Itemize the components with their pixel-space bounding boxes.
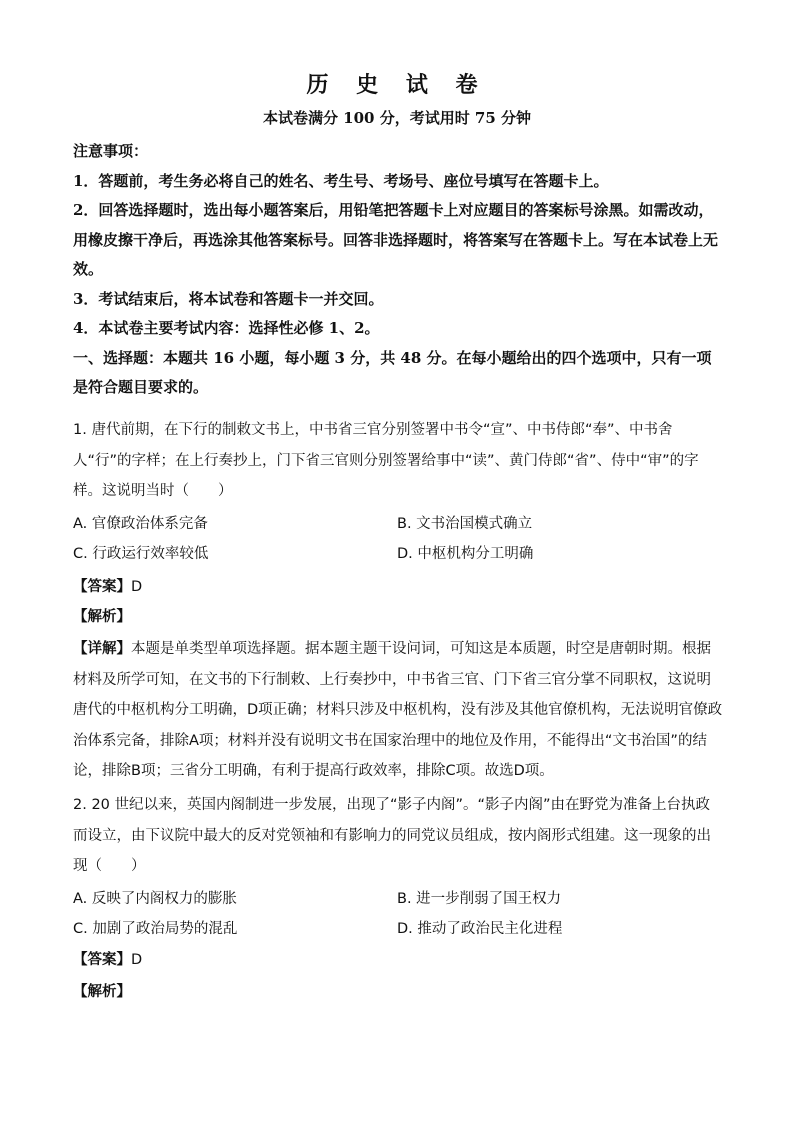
question-1-detail: [73, 634, 723, 787]
answer-tag: 【答案】: [73, 952, 131, 968]
question-2-stem: [73, 790, 723, 882]
answer-tag: 【答案】: [73, 579, 131, 595]
question-stem: 1. 唐代前期，在下行的制敕文书上，中书省三官分别签署中书令“宣”、中书侍郎“奉”、中书舍人“行”的字样；在上行奏抄上，门下省三官则分别签署给事中“读”、黄门侍郎“省”、侍中“审”的字样。这说明当时（ ）: [73, 422, 699, 499]
notice-item-4: 4．本试卷主要考试内容：选择性必修 1、2。: [73, 319, 380, 337]
notice-item-1: 1．答题前，考生务必将自己的姓名、考生号、考场号、座位号填写在答题卡上。: [73, 171, 609, 190]
option-a: A. 反映了内阁权力的膨胀: [73, 891, 237, 907]
question-2-options: [73, 884, 723, 944]
question-1-answer: [73, 575, 142, 599]
option-d: D. 中枢机构分工明确: [397, 546, 534, 562]
question-1-options: [73, 509, 723, 569]
option-c: C. 行政运行效率较低: [73, 546, 209, 562]
notice-item-2: 2．回答选择题时，选出每小题答案后，用铅笔把答题卡上对应题目的答案标号涂黑。如需改动，用橡皮擦干净后，再选涂其他答案标号。回答非选择题时，将答案写在答题卡上。写在本试卷上无效。: [73, 201, 719, 278]
section-heading: 一、选择题：本题共 16 小题，每小题 3 分，共 48 分。在每小题给出的四个选项中，只有一项是符合题目要求的。: [73, 348, 712, 396]
detail-body: 本题是单类型单项选择题。据本题主题干设问词，可知这是本质题，时空是唐朝时期。根据材料及所学可知，在文书的下行制敕、上行奏抄中，中书省三官、门下省三官分掌不同职权，这说明唐代的中枢机构分工明确，D项正确；材料只涉及中枢机构，没有涉及其他官僚机构，无法说明官僚政治体系完备，排除A项；材料并没有说明文书在国家治理中的地位及作用，不能得出“文书治国”的结论，排除B项；三省分工明确，有利于提高行政效率，排除C项。故选D项。: [73, 641, 723, 779]
question-1-analysis: [73, 605, 131, 629]
answer-value: D: [131, 579, 143, 595]
option-b: B. 文书治国模式确立: [397, 516, 533, 532]
question-1-stem: [73, 415, 723, 507]
option-a: A. 官僚政治体系完备: [73, 516, 208, 532]
question-2-analysis: [73, 980, 131, 1004]
detail-tag: 【详解】: [73, 641, 131, 657]
notice-heading: 注意事项：: [73, 142, 149, 160]
analysis-tag: 【解析】: [73, 609, 131, 625]
analysis-tag: 【解析】: [73, 984, 131, 1000]
option-d: D. 推动了政治民主化进程: [397, 921, 563, 937]
option-b: B. 进一步削弱了国王权力: [397, 891, 562, 907]
notice-section: [73, 137, 723, 403]
question-stem: 2. 20 世纪以来，英国内阁制进一步发展，出现了“影子内阁”。“影子内阁”由在野党为准备上台执政而设立，由下议院中最大的反对党领袖和有影响力的同党议员组成，按内阁形式组建。这一现象的出现（ ）: [73, 797, 711, 874]
answer-value: D: [131, 952, 143, 968]
detail-text: [73, 634, 723, 787]
question-2-answer: [73, 948, 142, 972]
option-c: C. 加剧了政治局势的混乱: [73, 921, 238, 937]
exam-subtitle: 本试卷满分 100 分，考试用时 75 分钟: [262, 109, 532, 127]
exam-title: 历 史 试 卷: [306, 72, 488, 98]
notice-item-3: 3．考试结束后，将本试卷和答题卡一并交回。: [73, 289, 384, 308]
